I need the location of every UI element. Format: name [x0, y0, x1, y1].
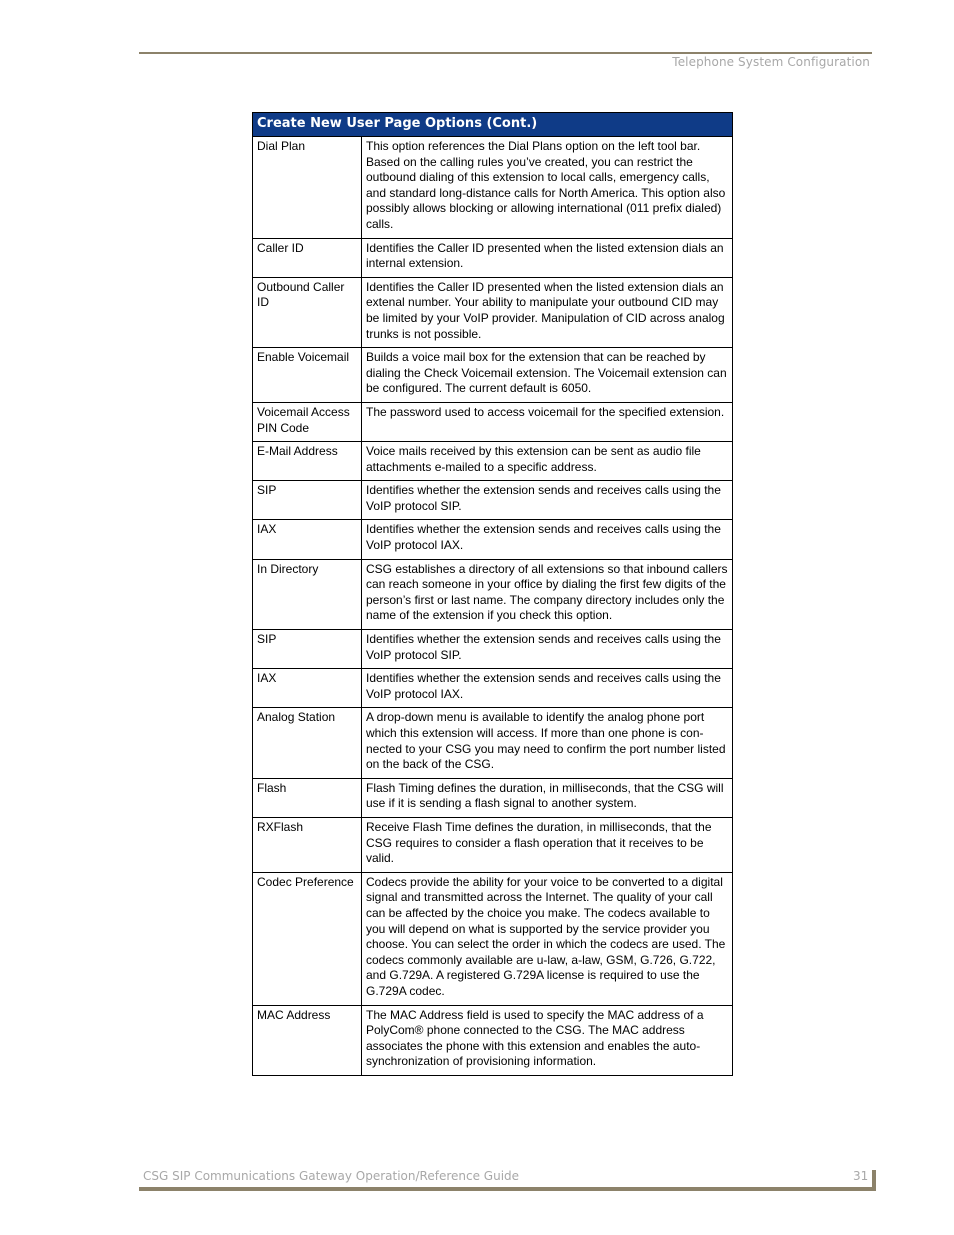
- option-name: Caller ID: [253, 238, 362, 277]
- option-name: IAX: [253, 520, 362, 559]
- section-title: Telephone System Configuration: [672, 55, 870, 69]
- option-name: E-Mail Address: [253, 442, 362, 481]
- table-row: [253, 1005, 733, 1075]
- option-name: Analog Station: [253, 708, 362, 778]
- option-name: SIP: [253, 630, 362, 669]
- option-description: CSG establishes a directory of all extensions so that inbound callers can reach someone in your office by dialing the first few digits of the person’s first or last name. The company directory includes only the name of the extension if you check this option.: [362, 559, 733, 629]
- option-description: Codecs provide the ability for your voice to be converted to a digital signal and transmitted across the Internet. The quality of your call can be affected by the choice you make. The codecs available to you will depend on what is supported by the service provider you choose. You can select the order in which the codecs are used. The codecs commonly available are u-law, a-law, GSM, G.726, G.722, and G.729A. A registered G.729A license is required to use the G.729A codec.: [362, 872, 733, 1005]
- table-row: [253, 817, 733, 872]
- table-row: [253, 277, 733, 347]
- table-row: [253, 669, 733, 708]
- table-title: Create New User Page Options (Cont.): [253, 113, 733, 137]
- table-row: [253, 872, 733, 1005]
- option-name: IAX: [253, 669, 362, 708]
- option-description: Receive Flash Time defines the duration, in milliseconds, that the CSG requires to consider a flash operation that it receives to be valid.: [362, 817, 733, 872]
- footer-doc-title: CSG SIP Communications Gateway Operation/Reference Guide: [143, 1169, 520, 1183]
- option-name: Flash: [253, 778, 362, 817]
- table-header-row: [253, 113, 733, 137]
- options-table: [252, 112, 733, 1076]
- option-description: Voice mails received by this extension can be sent as audio file attachments e-mailed to a specific address.: [362, 442, 733, 481]
- option-description: Identifies whether the extension sends and receives calls using the VoIP protocol SIP.: [362, 481, 733, 520]
- option-name: Outbound Caller ID: [253, 277, 362, 347]
- table-row: [253, 520, 733, 559]
- option-name: In Directory: [253, 559, 362, 629]
- table-row: [253, 137, 733, 239]
- option-description: Builds a voice mail box for the extension that can be reached by dialing the Check Voicemail extension. The Voicemail extension can be configured. The current default is 6050.: [362, 348, 733, 403]
- footer-tick: [872, 1170, 876, 1191]
- table-row: [253, 778, 733, 817]
- option-description: A drop-down menu is available to identify the analog phone port which this extension will access. If more than one phone is con-nected to your CSG you may need to confirm the port number listed on the back of the CSG.: [362, 708, 733, 778]
- option-description: Identifies the Caller ID presented when the listed extension dials an extenal number. Your ability to manipulate your outbound CID may be limited by your VoIP provider. Manipulation of CID across analog trunks is not possible.: [362, 277, 733, 347]
- option-name: Dial Plan: [253, 137, 362, 239]
- table-row: [253, 442, 733, 481]
- header-rule: [139, 52, 872, 54]
- footer-rule: [139, 1187, 876, 1191]
- option-name: Codec Preference: [253, 872, 362, 1005]
- option-description: Flash Timing defines the duration, in milliseconds, that the CSG will use if it is sending a flash signal to another system.: [362, 778, 733, 817]
- table-row: [253, 402, 733, 441]
- option-description: The password used to access voicemail for the specified extension.: [362, 402, 733, 441]
- option-description: The MAC Address field is used to specify the MAC address of a PolyCom® phone connected to the CSG. The MAC address associates the phone with this extension and enables the auto-synchronization of provisioning information.: [362, 1005, 733, 1075]
- option-description: This option references the Dial Plans option on the left tool bar. Based on the calling rules you’ve created, you can restrict the outbound dialing of this extension to local calls, emergency calls, and standard long-distance calls for North America. This option also possibly allows blocking or allowing international (011 prefix dialed) calls.: [362, 137, 733, 239]
- table-row: [253, 559, 733, 629]
- option-name: Voicemail Access PIN Code: [253, 402, 362, 441]
- option-description: Identifies the Caller ID presented when the listed extension dials an internal extension.: [362, 238, 733, 277]
- option-name: SIP: [253, 481, 362, 520]
- option-description: Identifies whether the extension sends and receives calls using the VoIP protocol IAX.: [362, 520, 733, 559]
- option-name: RXFlash: [253, 817, 362, 872]
- option-name: MAC Address: [253, 1005, 362, 1075]
- option-name: Enable Voicemail: [253, 348, 362, 403]
- option-description: Identifies whether the extension sends and receives calls using the VoIP protocol SIP.: [362, 630, 733, 669]
- table-row: [253, 481, 733, 520]
- table-row: [253, 708, 733, 778]
- table-body: [253, 137, 733, 1076]
- table-row: [253, 630, 733, 669]
- option-description: Identifies whether the extension sends and receives calls using the VoIP protocol IAX.: [362, 669, 733, 708]
- table-row: [253, 238, 733, 277]
- table-row: [253, 348, 733, 403]
- page-number: 31: [853, 1169, 869, 1183]
